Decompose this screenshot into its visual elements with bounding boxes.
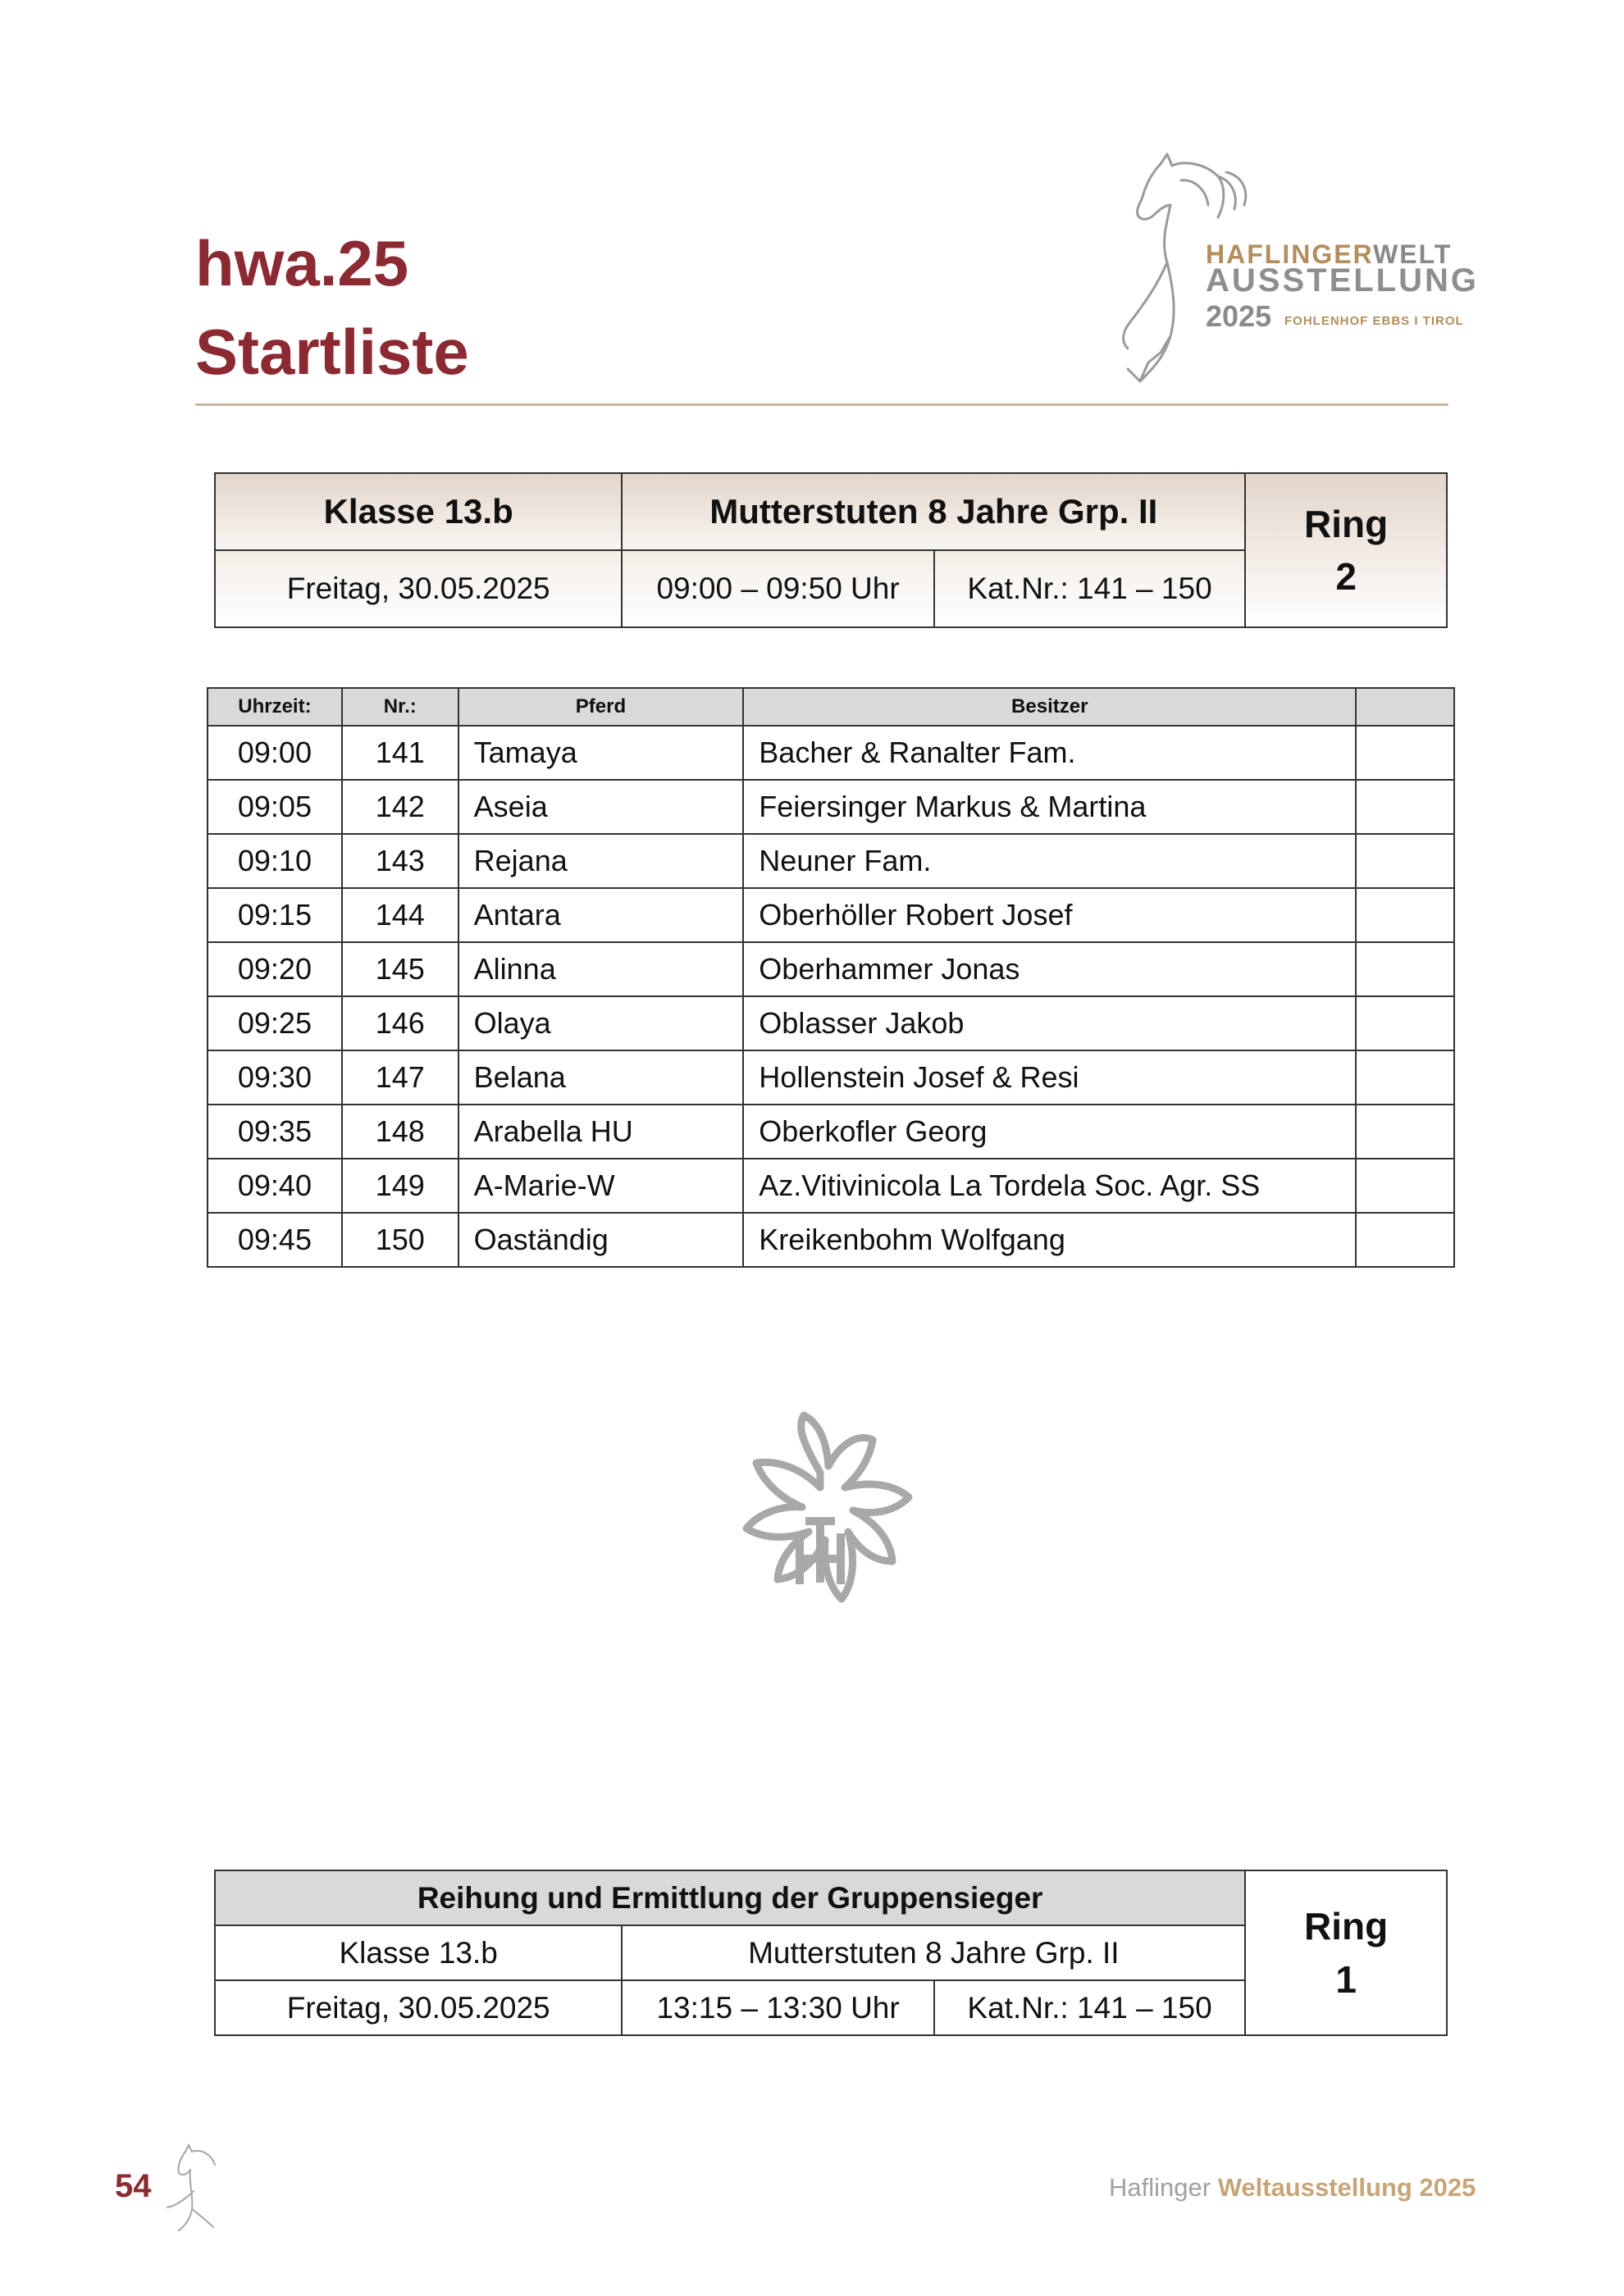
row-horse: Arabella HU	[458, 1105, 744, 1159]
table-row	[208, 1213, 1454, 1267]
table-row	[208, 834, 1454, 888]
table-row	[208, 780, 1454, 834]
ring-number-2: 1	[1335, 1957, 1357, 2001]
table-row	[208, 942, 1454, 996]
row-owner: Oberhöller Robert Josef	[743, 888, 1356, 942]
ring-label: Ring	[1304, 502, 1389, 545]
row-nr: 149	[342, 1159, 458, 1213]
row-owner: Oblasser Jakob	[743, 996, 1356, 1050]
row-nr: 146	[342, 996, 458, 1050]
class-header-table	[214, 472, 1448, 628]
column-header-time: Uhrzeit:	[208, 688, 342, 726]
row-horse: Belana	[458, 1050, 744, 1105]
table-row	[208, 1105, 1454, 1159]
class-name: Mutterstuten 8 Jahre Grp. II	[622, 473, 1245, 550]
row-time: 09:05	[208, 780, 342, 834]
table-row	[208, 726, 1454, 780]
group-class-number: Klasse 13.b	[215, 1925, 622, 1980]
row-nr: 150	[342, 1213, 458, 1267]
row-time: 09:40	[208, 1159, 342, 1213]
row-time: 09:25	[208, 996, 342, 1050]
ring-number: 2	[1335, 555, 1357, 598]
row-horse: A-Marie-W	[458, 1159, 744, 1213]
column-header-horse: Pferd	[458, 688, 744, 726]
row-blank	[1356, 942, 1454, 996]
logo-line1: HAFLINGERWELT	[1206, 239, 1453, 269]
row-blank	[1356, 1159, 1454, 1213]
edelweiss-emblem-icon	[697, 1409, 943, 1671]
row-blank	[1356, 1050, 1454, 1105]
row-time: 09:20	[208, 942, 342, 996]
row-owner: Feiersinger Markus & Martina	[743, 780, 1356, 834]
row-owner: Kreikenbohm Wolfgang	[743, 1213, 1356, 1267]
row-time: 09:15	[208, 888, 342, 942]
row-owner: Az.Vitivinicola La Tordela Soc. Agr. SS	[743, 1159, 1356, 1213]
class-katnr: Kat.Nr.: 141 – 150	[934, 550, 1246, 627]
column-header-nr: Nr.:	[342, 688, 458, 726]
logo-year: 2025	[1206, 299, 1272, 333]
group-class-name: Mutterstuten 8 Jahre Grp. II	[622, 1925, 1245, 1980]
group-time: 13:15 – 13:30 Uhr	[622, 1980, 933, 2035]
row-blank	[1356, 888, 1454, 942]
row-blank	[1356, 726, 1454, 780]
row-horse: Alinna	[458, 942, 744, 996]
row-blank	[1356, 834, 1454, 888]
group-katnr: Kat.Nr.: 141 – 150	[934, 1980, 1245, 2035]
table-row	[208, 996, 1454, 1050]
row-time: 09:00	[208, 726, 342, 780]
page-title-line1: hwa.25	[195, 227, 409, 299]
row-time: 09:10	[208, 834, 342, 888]
row-blank	[1356, 1213, 1454, 1267]
ring-label-2: Ring	[1304, 1905, 1389, 1948]
row-nr: 141	[342, 726, 458, 780]
class-date: Freitag, 30.05.2025	[215, 550, 622, 627]
column-header-owner: Besitzer	[743, 688, 1356, 726]
page-title-line2: Startliste	[195, 316, 469, 388]
class-time: 09:00 – 09:50 Uhr	[622, 550, 933, 627]
row-owner: Bacher & Ranalter Fam.	[743, 726, 1356, 780]
row-time: 09:45	[208, 1213, 342, 1267]
column-header-blank	[1356, 688, 1454, 726]
group-date: Freitag, 30.05.2025	[215, 1980, 622, 2035]
row-nr: 142	[342, 780, 458, 834]
row-horse: Antara	[458, 888, 744, 942]
row-horse: Rejana	[458, 834, 744, 888]
row-owner: Oberkofler Georg	[743, 1105, 1356, 1159]
ring-cell-2	[1245, 1870, 1447, 2035]
logo-subtitle: FOHLENHOF EBBS I TIROL	[1284, 314, 1464, 328]
class-number: Klasse 13.b	[215, 473, 622, 550]
row-owner: Oberhammer Jonas	[743, 942, 1356, 996]
table-header-row	[208, 688, 1454, 726]
logo-line2: AUSSTELLUNG	[1206, 262, 1479, 298]
row-nr: 143	[342, 834, 458, 888]
row-blank	[1356, 1105, 1454, 1159]
row-horse: Aseia	[458, 780, 744, 834]
horse-footer-icon	[161, 2142, 235, 2232]
row-owner: Neuner Fam.	[743, 834, 1356, 888]
footer-text: Haflinger Weltausstellung 2025	[1109, 2173, 1476, 2202]
table-row	[208, 888, 1454, 942]
row-horse: Tamaya	[458, 726, 744, 780]
table-row	[208, 1050, 1454, 1105]
title-divider	[195, 403, 1448, 406]
row-nr: 145	[342, 942, 458, 996]
row-horse: Oaständig	[458, 1213, 744, 1267]
row-horse: Olaya	[458, 996, 744, 1050]
row-nr: 147	[342, 1050, 458, 1105]
row-time: 09:35	[208, 1105, 342, 1159]
row-owner: Hollenstein Josef & Resi	[743, 1050, 1356, 1105]
row-nr: 148	[342, 1105, 458, 1159]
start-list-table	[207, 687, 1455, 1268]
row-nr: 144	[342, 888, 458, 942]
table-row	[208, 1159, 1454, 1213]
group-title: Reihung und Ermittlung der Gruppensieger	[215, 1870, 1245, 1925]
group-header-table	[214, 1870, 1448, 2036]
row-time: 09:30	[208, 1050, 342, 1105]
row-blank	[1356, 996, 1454, 1050]
ring-cell	[1245, 473, 1447, 627]
page-number: 54	[115, 2168, 152, 2204]
row-blank	[1356, 780, 1454, 834]
